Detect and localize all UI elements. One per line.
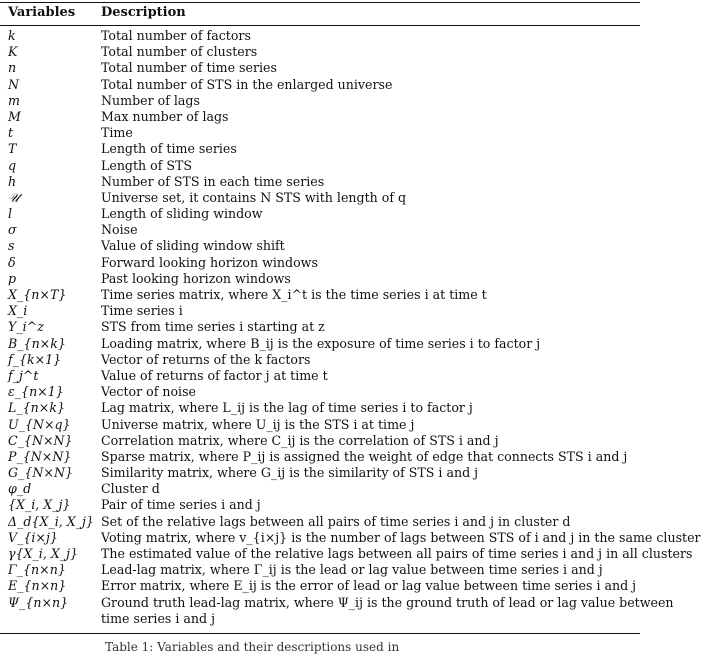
table-row xyxy=(0,141,640,157)
variable-symbol: E_{n×n} xyxy=(8,578,67,594)
variable-description: Total number of time series xyxy=(101,60,277,76)
variable-symbol: m xyxy=(8,92,20,108)
table-row xyxy=(0,578,640,594)
variable-description: Vector of noise xyxy=(101,384,196,400)
variable-symbol: B_{n×k} xyxy=(8,335,66,351)
header-description: Description xyxy=(101,5,186,20)
variable-symbol: s xyxy=(8,238,15,254)
variable-symbol: f_j^t xyxy=(8,367,39,383)
table-row xyxy=(0,206,640,222)
table-row xyxy=(0,158,640,174)
variable-description: Length of STS xyxy=(101,157,193,173)
variable-symbol: ε_{n×1} xyxy=(8,384,64,400)
table-body xyxy=(0,28,701,627)
table-row xyxy=(0,125,640,141)
variable-symbol: Ψ_{n×n} xyxy=(8,594,69,610)
variable-symbol: X_{n×T} xyxy=(8,287,67,302)
variable-symbol: k xyxy=(8,28,16,43)
variable-description: Length of time series xyxy=(101,141,237,157)
table-row xyxy=(0,433,640,449)
variable-symbol: L_{n×k} xyxy=(8,400,65,416)
variable-description: Ground truth lead-lag matrix, where Ψ_ij is the ground truth of lead or lag value between xyxy=(101,594,674,610)
table-row xyxy=(0,319,640,335)
variable-symbol: 𝒰 xyxy=(8,189,20,205)
variable-description: Lead-lag matrix, where Γ_ij is the lead or lag value between time series i and j xyxy=(101,562,603,578)
table-row xyxy=(0,287,640,303)
table-row xyxy=(0,190,640,206)
variable-symbol: X_i xyxy=(8,303,28,319)
variable-symbol: δ xyxy=(8,254,16,270)
variable-description: Past looking horizon windows xyxy=(101,270,291,286)
table-row xyxy=(0,514,640,530)
header-rule xyxy=(0,25,640,26)
table-row xyxy=(0,611,640,627)
variable-symbol: Δ_d{X_i, X_j} xyxy=(8,513,94,529)
bottom-rule xyxy=(0,633,640,634)
variable-symbol: φ_d xyxy=(8,481,32,497)
table-row xyxy=(0,417,640,433)
table-row xyxy=(0,303,640,319)
table-row xyxy=(0,400,640,416)
variable-description: Length of sliding window xyxy=(101,206,263,222)
variable-symbol: P_{N×N} xyxy=(8,448,72,464)
variable-description: The estimated value of the relative lags between all pairs of time series i and j in all clusters xyxy=(101,546,693,561)
variable-description: Value of returns of factor j at time t xyxy=(101,367,328,383)
variable-description: Total number of factors xyxy=(101,28,251,43)
table-row xyxy=(0,255,640,271)
variable-symbol: n xyxy=(8,60,17,76)
variable-symbol: γ{X_i, X_j} xyxy=(8,546,79,561)
variable-description: time series i and j xyxy=(101,610,215,626)
variable-description: Time series i xyxy=(101,303,183,319)
variable-symbol: h xyxy=(8,173,17,189)
variable-description: Voting matrix, where v_{i×j} is the number of lags between STS of i and j in the same cluster xyxy=(101,529,701,545)
table-row xyxy=(0,384,640,400)
variable-symbol: C_{N×N} xyxy=(8,432,73,448)
table-row xyxy=(0,222,640,238)
variable-description: Vector of returns of the k factors xyxy=(101,351,311,367)
variable-symbol: G_{N×N} xyxy=(8,465,73,481)
variable-description: Pair of time series i and j xyxy=(101,497,261,513)
table-row xyxy=(0,271,640,287)
variable-description: Noise xyxy=(101,222,138,238)
variable-description: Universe matrix, where U_ij is the STS i at time j xyxy=(101,416,415,432)
table-row xyxy=(0,77,640,93)
table-row xyxy=(0,465,640,481)
variable-description: Loading matrix, where B_ij is the exposure of time series i to factor j xyxy=(101,335,541,351)
table-row xyxy=(0,481,640,497)
table-row xyxy=(0,174,640,190)
variable-symbol: T xyxy=(8,141,17,157)
variable-description: Time xyxy=(101,125,133,141)
variable-symbol: V_{i×j} xyxy=(8,529,58,545)
variable-description: Forward looking horizon windows xyxy=(101,254,318,270)
variable-description: Universe set, it contains N STS with length of q xyxy=(101,189,407,205)
table-row xyxy=(0,529,701,546)
table-caption: Table 1: Variables and their descriptions used in xyxy=(105,640,400,654)
table-row xyxy=(0,594,674,611)
variable-description: Correlation matrix, where C_ij is the correlation of STS i and j xyxy=(101,432,499,448)
variable-description: Time series matrix, where X_i^t is the time series i at time t xyxy=(101,287,487,302)
table-row xyxy=(0,449,640,465)
variable-description: Sparse matrix, where P_ij is assigned the weight of edge that connects STS i and j xyxy=(101,448,628,464)
variable-description: Number of STS in each time series xyxy=(101,173,325,189)
variable-description: Max number of lags xyxy=(101,108,229,124)
variable-symbol: l xyxy=(8,206,13,222)
table-row xyxy=(0,93,640,109)
table-row xyxy=(0,336,640,352)
variable-symbol: N xyxy=(8,76,20,92)
variable-symbol: f_{k×1} xyxy=(8,351,62,367)
variable-symbol: Γ_{n×n} xyxy=(8,562,66,578)
variable-symbol: q xyxy=(8,157,17,173)
variable-description: Lag matrix, where L_ij is the lag of time series i to factor j xyxy=(101,400,473,416)
table-row xyxy=(0,60,640,76)
table-row xyxy=(0,28,640,44)
variable-symbol: M xyxy=(8,108,21,124)
table-row xyxy=(0,546,693,562)
variable-description: Total number of STS in the enlarged universe xyxy=(101,76,393,92)
variable-symbol: σ xyxy=(8,222,17,238)
variable-description: STS from time series i starting at z xyxy=(101,319,325,335)
variable-description: Total number of clusters xyxy=(101,44,258,60)
table-row xyxy=(0,562,640,578)
table-row xyxy=(0,109,640,125)
variable-description: Cluster d xyxy=(101,481,160,497)
table-row xyxy=(0,352,640,368)
variable-description: Set of the relative lags between all pairs of time series i and j in cluster d xyxy=(101,513,571,529)
variable-symbol: K xyxy=(8,44,18,60)
variable-symbol: {X_i, X_j} xyxy=(8,497,71,513)
variable-symbol: t xyxy=(8,125,14,141)
variable-description: Number of lags xyxy=(101,92,200,108)
variable-description: Value of sliding window shift xyxy=(101,238,285,254)
variable-symbol: Y_i^z xyxy=(8,319,44,335)
variable-description: Similarity matrix, where G_ij is the similarity of STS i and j xyxy=(101,465,479,481)
variable-symbol: U_{N×q} xyxy=(8,416,71,432)
table-row xyxy=(0,44,640,60)
table-row xyxy=(0,238,640,254)
variable-symbol: p xyxy=(8,270,17,286)
variable-description: Error matrix, where E_ij is the error of lead or lag value between time series i and j xyxy=(101,578,637,594)
table-row xyxy=(0,368,640,384)
top-rule xyxy=(0,2,640,3)
header-variables: Variables xyxy=(8,5,76,20)
table-row xyxy=(0,497,640,513)
